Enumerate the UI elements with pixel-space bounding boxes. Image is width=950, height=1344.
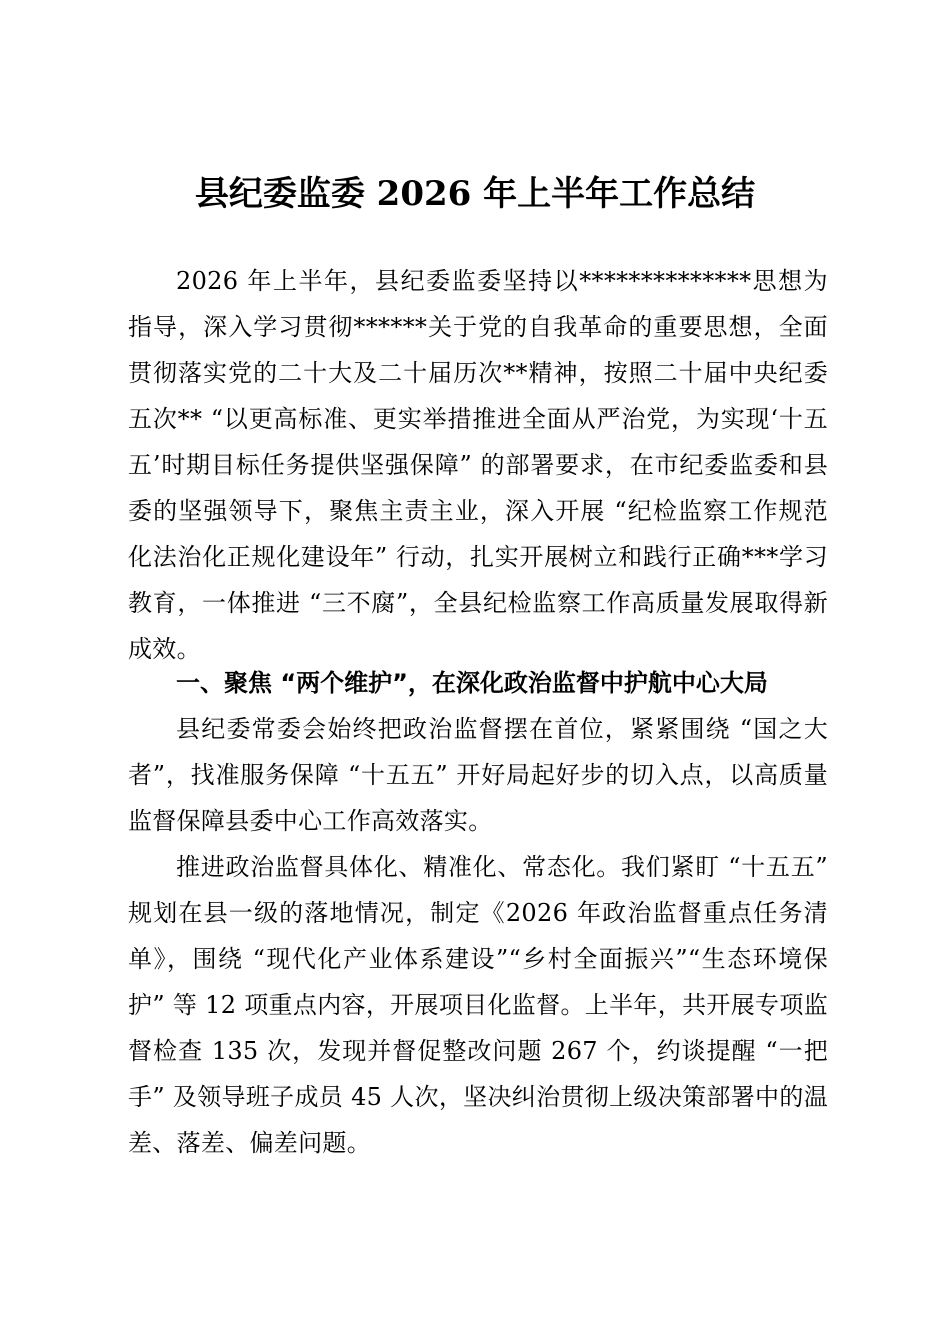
section-paragraph-1: 县纪委常委会始终把政治监督摆在首位，紧紧围绕 “国之大者”，找准服务保障 “十五五” 开好局起好步的切入点，以高质量监督保障县委中心工作高效落实。 [128, 715, 828, 835]
section-heading: 一、聚焦 “两个维护”，在深化政治监督中护航中心大局 [176, 669, 768, 697]
section-paragraph-2: 推进政治监督具体化、精准化、常态化。我们紧盯 “十五五” 规划在县一级的落地情况，制定《2026 年政治监督重点任务清单》，围绕 “现代化产业体系建设”“乡村全面振兴”“生态环境保护” 等 12 项重点内容，开展项目化监督。上半年，共开展专项监督检查 135 次，发现并督促整改问题 267 个，约谈提醒 “一把手” 及领导班子成员 45 人次，坚决纠治贯彻上级决策部署中的温差、落差、偏差问题。 [128, 853, 828, 1157]
intro-paragraph: 2026 年上半年，县纪委监委坚持以**************思想为指导，深入学习贯彻******关于党的自我革命的重要思想，全面贯彻落实党的二十大及二十届历次**精神，按照二十届中央纪委五次** “以更高标准、更实举措推进全面从严治党，为实现‘十五五’时期目标任务提供坚强保障” 的部署要求，在市纪委监委和县委的坚强领导下，聚焦主责主业，深入开展 “纪检监察工作规范化法治化正规化建设年” 行动，扎实开展树立和践行正确***学习教育，一体推进 “三不腐”，全县纪检监察工作高质量发展取得新成效。 [128, 267, 828, 663]
document-title: 县纪委监委 2026 年上半年工作总结 [194, 174, 756, 214]
